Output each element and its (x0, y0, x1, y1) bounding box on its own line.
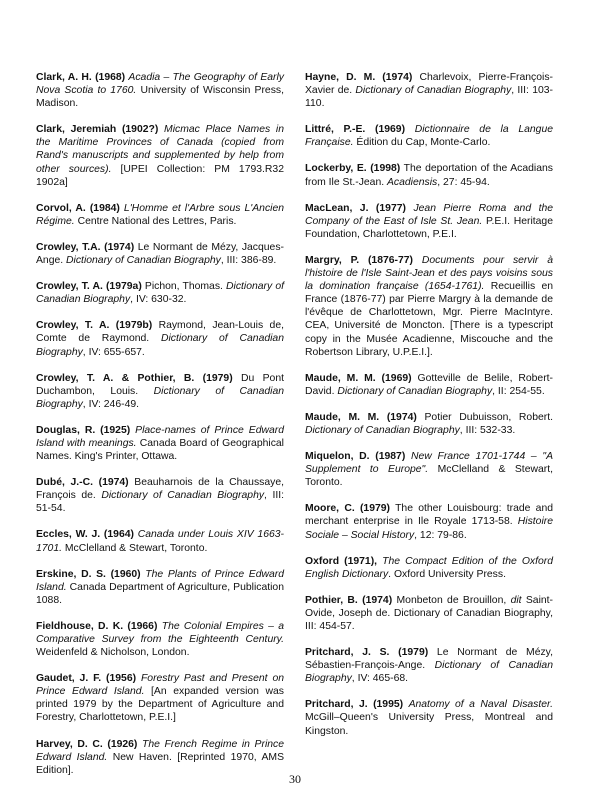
reference-details: , III: 103-110. (305, 85, 553, 110)
reference-title: Dictionary of Canadian Biography (36, 281, 284, 306)
reference-author: Pritchard, J. (1995) (305, 699, 404, 711)
reference-text: Raymond, Jean-Louis de, Comte de Raymond. (36, 320, 284, 345)
reference-entry (305, 71, 553, 110)
reference-details: , III: 532-33. (459, 424, 516, 436)
reference-title: Acadiensis (387, 176, 438, 188)
reference-title: The French Regime in Prince Edward Island. (36, 738, 285, 763)
reference-title: Dictionary of Canadian Biography (101, 490, 265, 502)
reference-text: Le Normant de Mézy, Sébastien-François-Ange. (305, 647, 553, 672)
reference-title: Dictionary of Canadian Biography (36, 385, 285, 410)
reference-text: Monbeton de Brouillon, (392, 594, 511, 606)
reference-details: McClelland & Stewart, Toronto. (62, 542, 208, 554)
reference-title: The Compact Edition of the Oxford English Dictionary (305, 555, 553, 580)
reference-author: Margry, P. (1876-77) (305, 254, 414, 266)
reference-entry (305, 555, 553, 581)
reference-text: Le Normant de Mézy, Jacques-Ange. (36, 241, 284, 267)
reference-entry (36, 568, 284, 607)
reference-details: . Oxford University Press. (388, 568, 506, 580)
reference-author: Eccles, W. J. (1964) (36, 529, 134, 541)
reference-entry (305, 202, 553, 241)
reference-author: Pothier, B. (1974) (305, 594, 393, 606)
reference-author: Crowley, T. A. & Pothier, B. (1979) (36, 372, 233, 384)
reference-author: Maude, M. M. (1974) (305, 411, 417, 423)
reference-details: , III: 386-89. (220, 255, 277, 267)
reference-author: Lockerby, E. (1998) (305, 163, 401, 175)
reference-entry (305, 646, 553, 685)
reference-details: Canada Board of Geographical Names. King's Printer, Ottawa. (36, 437, 284, 463)
reference-entry (305, 123, 553, 149)
reference-entry (36, 71, 284, 110)
reference-text (413, 255, 422, 266)
reference-details: [UPEI Collection: PM 1793.R32 1902a] (36, 163, 284, 188)
reference-title: Forestry Past and Present on Prince Edward Island. (36, 673, 284, 698)
reference-title: Anatomy of a Naval Disaster. (408, 699, 553, 711)
reference-details: McGill–Queen's University Press, Montreal and Kingston. (305, 712, 553, 737)
reference-entry (305, 594, 553, 633)
reference-author: Harvey, D. C. (1926) (36, 738, 138, 750)
reference-author: Corvol, A. (1984) (36, 202, 120, 214)
reference-author: Clark, Jeremiah (1902?) (36, 124, 159, 136)
reference-details: , II: 254-55. (492, 385, 545, 397)
page-number: 30 (289, 772, 301, 786)
reference-title: Dictionary of Canadian Biography (337, 385, 493, 397)
reference-text: Pichon, Thomas. (141, 281, 227, 293)
reference-author: Maude, M. M. (1969) (305, 372, 412, 384)
reference-entry (305, 411, 553, 437)
reference-details: P.E.I. Heritage Foundation, Charlottetown, P.E.I. (305, 215, 553, 240)
reference-details: University of Wisconsin Press, Madison. (36, 85, 284, 110)
reference-entry (36, 738, 284, 777)
reference-details: , 27: 45-94. (437, 176, 490, 188)
reference-author: Littré, P.-E. (1969) (305, 124, 406, 136)
reference-author: Gaudet, J. F. (1956) (36, 673, 137, 685)
reference-text: The other Louisbourg: trade and merchant enterprise in Ile Royale 1713-58. (305, 503, 553, 528)
reference-text: Beauharnois de la Chaussaye, François de. (36, 477, 284, 502)
reference-entry (36, 424, 284, 463)
reference-entry (36, 319, 284, 358)
reference-entry (36, 241, 284, 267)
reference-text (405, 124, 415, 135)
reference-title: Jean Pierre Roma and the Company of the East of Isle St. Jean. (305, 202, 554, 227)
reference-details: Saint-Ovide, Joseph de. Dictionary of Canadian Biography, III: 454-57. (305, 594, 554, 632)
reference-details: , III: 51-54. (36, 490, 285, 515)
reference-text: Du Pont Duchambon, Louis. (36, 372, 284, 397)
reference-details: , 12: 79-86. (414, 529, 467, 541)
reference-entry (305, 502, 553, 541)
reference-author: Miquelon, D. (1987) (305, 451, 406, 463)
reference-entry (36, 672, 284, 724)
reference-entry (36, 528, 284, 554)
reference-entry (36, 202, 284, 228)
reference-title: Dictionary of Canadian Biography (355, 85, 512, 97)
reference-author: Oxford (1971), (305, 555, 378, 567)
reference-entry (305, 162, 553, 188)
reference-details: Édition du Cap, Monte-Carlo. (353, 137, 491, 149)
reference-title: Dictionary of Canadian Biography (36, 333, 284, 358)
reference-title: L'Homme et l'Arbre sous L'Ancien Régime. (36, 202, 285, 227)
reference-details: Centre National des Lettres, Paris. (74, 215, 237, 227)
reference-title: Micmac Place Names in the Maritime Provinces of Canada (copied from Rand's manuscripts and supplemented by help from other sources). (36, 124, 284, 175)
reference-text: Potier Dubuisson, Robert. (416, 411, 553, 423)
reference-text: Charlevoix, Pierre-François-Xavier de. (305, 72, 553, 97)
reference-title: Dictionary of Canadian Biography (305, 424, 460, 436)
reference-details: Canada Department of Agriculture, Publication 1088. (36, 581, 284, 606)
reference-author: Crowley, T. A. (1979a) (36, 281, 142, 293)
reference-details: , IV: 630-32. (130, 294, 187, 306)
reference-entry (305, 450, 553, 489)
reference-author: Pritchard, J. S. (1979) (305, 647, 429, 659)
reference-details: New Haven. [Reprinted 1970, AMS Edition]. (36, 751, 285, 776)
reference-title: dit (510, 594, 522, 606)
reference-author: Hayne, D. M. (1974) (305, 72, 413, 83)
reference-author: Dubé, J.-C. (1974) (36, 477, 129, 489)
reference-details: Weidenfeld & Nicholson, London. (36, 647, 190, 659)
reference-details: , IV: 246-49. (82, 398, 140, 410)
reference-title: Documents pour servir à l'histoire de l'Isle Saint-Jean et des pays voisins sous la domination française (1654-1761). (305, 254, 553, 293)
reference-entry (305, 254, 553, 359)
reference-title: New France 1701-1744 – "A Supplement to Europe". (305, 451, 554, 476)
right-column (305, 71, 553, 751)
reference-entry (36, 280, 284, 306)
left-column (36, 71, 284, 790)
reference-details: , IV: 655-657. (82, 346, 145, 358)
reference-author: Fieldhouse, D. K. (1966) (36, 620, 158, 632)
reference-author: Erskine, D. S. (1960) (36, 568, 141, 580)
reference-entry (36, 372, 284, 411)
reference-entry (36, 620, 284, 659)
reference-title: The Plants of Prince Edward Island. (36, 568, 284, 593)
reference-author: MacLean, J. (1977) (305, 202, 406, 214)
reference-text: Gotteville de Belile, Robert-David. (305, 372, 554, 397)
reference-title: Acadia – The Geography of Early Nova Scotia to 1760. (36, 72, 284, 97)
reference-details: , IV: 465-68. (351, 673, 409, 685)
reference-author: Crowley, T.A. (1974) (36, 241, 135, 253)
reference-details: McClelland & Stewart, Toronto. (305, 464, 553, 489)
reference-title: Dictionnaire de la Langue Française. (305, 124, 554, 149)
reference-title: Dictionary of Canadian Biography (305, 660, 553, 685)
reference-title: Place-names of Prince Edward Island with meanings. (36, 424, 284, 449)
reference-entry (36, 123, 284, 188)
reference-title: Canada under Louis XIV 1663-1701. (36, 529, 284, 554)
reference-author: Moore, C. (1979) (305, 503, 390, 515)
reference-entry (305, 372, 553, 398)
reference-author: Douglas, R. (1925) (36, 424, 131, 436)
reference-entry (36, 476, 284, 515)
reference-details: [An expanded version was printed 1979 by the Department of Agriculture and Forestry, Charlottetown, P.E.I.] (36, 686, 285, 724)
reference-title: Histoire Sociale – Social History (305, 516, 553, 541)
reference-author: Crowley, T. A. (1979b) (36, 320, 153, 332)
reference-text: The deportation of the Acadians from Ile St.-Jean. (305, 163, 553, 188)
reference-title: Dictionary of Canadian Biography (66, 255, 221, 267)
reference-entry (305, 698, 553, 737)
reference-author: Clark, A. H. (1968) (36, 72, 126, 83)
reference-details: Recueillis en France (1876-77) par Pierre Margry à la demande de l'évêque de Charlottetown, Mgr. Pierre MacIntyre. CEA, Université de Moncton. [There is a typescript copy in the Musée Acadienne, Miscouche and the Robertson Library, U.P.E.I.]. (305, 281, 553, 358)
reference-title: The Colonial Empires – a Comparative Survey from the Eighteenth Century. (36, 620, 284, 645)
